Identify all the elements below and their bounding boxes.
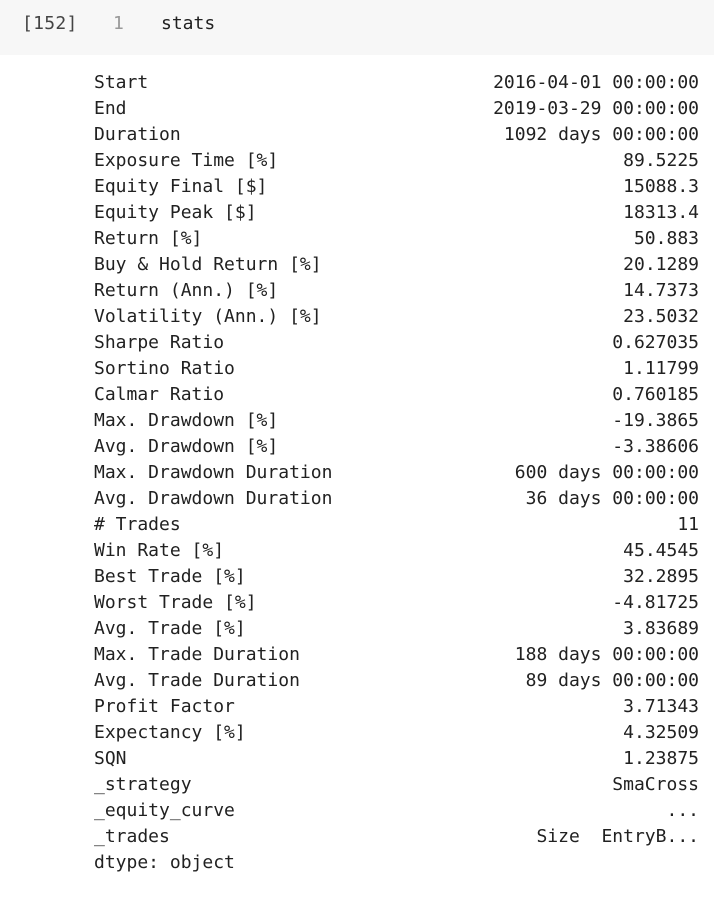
- stat-value: 50.883: [633, 228, 699, 249]
- stat-row: [0, 434, 714, 460]
- stat-value: 1.11799: [623, 358, 699, 379]
- stat-value: ...: [666, 800, 699, 821]
- stat-label: Exposure Time [%]: [94, 150, 279, 171]
- stat-label: Expectancy [%]: [94, 722, 246, 743]
- stat-value: 4.32509: [623, 722, 699, 743]
- stat-value: -4.81725: [612, 592, 699, 613]
- stat-label: Return [%]: [94, 228, 203, 249]
- stat-value: SmaCross: [612, 774, 699, 795]
- stat-row: [0, 200, 714, 226]
- stat-value: 2016-04-01 00:00:00: [493, 72, 699, 93]
- stat-label: # Trades: [94, 514, 181, 535]
- stat-row: [0, 96, 714, 122]
- stat-value: 188 days 00:00:00: [514, 644, 699, 665]
- stat-label: _strategy: [94, 774, 192, 795]
- stat-row: [0, 694, 714, 720]
- stat-row: [0, 356, 714, 382]
- stat-value: 15088.3: [623, 176, 699, 197]
- stat-label: Best Trade [%]: [94, 566, 246, 587]
- stat-label: Equity Peak [$]: [94, 202, 257, 223]
- stat-row: [0, 330, 714, 356]
- stat-value: 0.760185: [612, 384, 699, 405]
- stat-value: 89 days 00:00:00: [525, 670, 699, 691]
- stat-row: [0, 720, 714, 746]
- stat-label: Avg. Drawdown [%]: [94, 436, 279, 457]
- stat-label: Avg. Drawdown Duration: [94, 488, 333, 509]
- stat-row: [0, 408, 714, 434]
- execution-count: [152]: [22, 13, 78, 34]
- stat-row: [0, 304, 714, 330]
- stat-row: [0, 148, 714, 174]
- stat-row: [0, 278, 714, 304]
- stat-row: [0, 382, 714, 408]
- stat-row: [0, 642, 714, 668]
- stat-value: 11: [677, 514, 699, 535]
- stat-label: Profit Factor: [94, 696, 235, 717]
- stat-value: 3.83689: [623, 618, 699, 639]
- code-cell[interactable]: [0, 0, 714, 55]
- stat-value: 45.4545: [623, 540, 699, 561]
- stat-label: Return (Ann.) [%]: [94, 280, 279, 301]
- stat-value: 1.23875: [623, 748, 699, 769]
- cell-output: [0, 70, 714, 876]
- stat-label: _equity_curve: [94, 800, 235, 821]
- stat-label: Worst Trade [%]: [94, 592, 257, 613]
- stat-row: [0, 512, 714, 538]
- stat-row: [0, 122, 714, 148]
- line-number: 1: [113, 13, 124, 34]
- dtype-row: [0, 850, 714, 876]
- stat-row: [0, 590, 714, 616]
- stat-row: [0, 798, 714, 824]
- stat-row: [0, 668, 714, 694]
- stat-value: 89.5225: [623, 150, 699, 171]
- stat-label: Avg. Trade [%]: [94, 618, 246, 639]
- stat-value: Size EntryB...: [536, 826, 699, 847]
- dtype-label: dtype: object: [94, 852, 235, 873]
- stat-value: 3.71343: [623, 696, 699, 717]
- stat-value: 36 days 00:00:00: [525, 488, 699, 509]
- stat-label: Equity Final [$]: [94, 176, 268, 197]
- stat-value: 20.1289: [623, 254, 699, 275]
- stat-label: Buy & Hold Return [%]: [94, 254, 322, 275]
- stat-value: -19.3865: [612, 410, 699, 431]
- stat-value: 23.5032: [623, 306, 699, 327]
- stat-value: 1092 days 00:00:00: [503, 124, 699, 145]
- code-input[interactable]: stats: [161, 13, 216, 34]
- stat-row: [0, 174, 714, 200]
- stat-label: _trades: [94, 826, 170, 847]
- stat-label: Max. Drawdown Duration: [94, 462, 333, 483]
- stat-row: [0, 564, 714, 590]
- stat-row: [0, 538, 714, 564]
- stat-row: [0, 772, 714, 798]
- stat-label: Start: [94, 72, 149, 93]
- stat-value: 0.627035: [612, 332, 699, 353]
- stat-label: Avg. Trade Duration: [94, 670, 300, 691]
- stat-label: Sharpe Ratio: [94, 332, 225, 353]
- stat-label: End: [94, 98, 127, 119]
- stat-label: SQN: [94, 748, 127, 769]
- stat-value: 600 days 00:00:00: [514, 462, 699, 483]
- stat-row: [0, 486, 714, 512]
- stat-row: [0, 746, 714, 772]
- stat-row: [0, 460, 714, 486]
- stat-value: 2019-03-29 00:00:00: [493, 98, 699, 119]
- stat-value: 18313.4: [623, 202, 699, 223]
- stat-value: -3.38606: [612, 436, 699, 457]
- stat-row: [0, 70, 714, 96]
- stat-label: Max. Trade Duration: [94, 644, 300, 665]
- stat-row: [0, 824, 714, 850]
- stat-label: Win Rate [%]: [94, 540, 225, 561]
- stat-value: 32.2895: [623, 566, 699, 587]
- stat-label: Volatility (Ann.) [%]: [94, 306, 322, 327]
- stat-row: [0, 226, 714, 252]
- stat-row: [0, 616, 714, 642]
- stat-value: 14.7373: [623, 280, 699, 301]
- stat-label: Calmar Ratio: [94, 384, 225, 405]
- stat-label: Max. Drawdown [%]: [94, 410, 279, 431]
- stat-label: Duration: [94, 124, 181, 145]
- stat-row: [0, 252, 714, 278]
- stat-label: Sortino Ratio: [94, 358, 235, 379]
